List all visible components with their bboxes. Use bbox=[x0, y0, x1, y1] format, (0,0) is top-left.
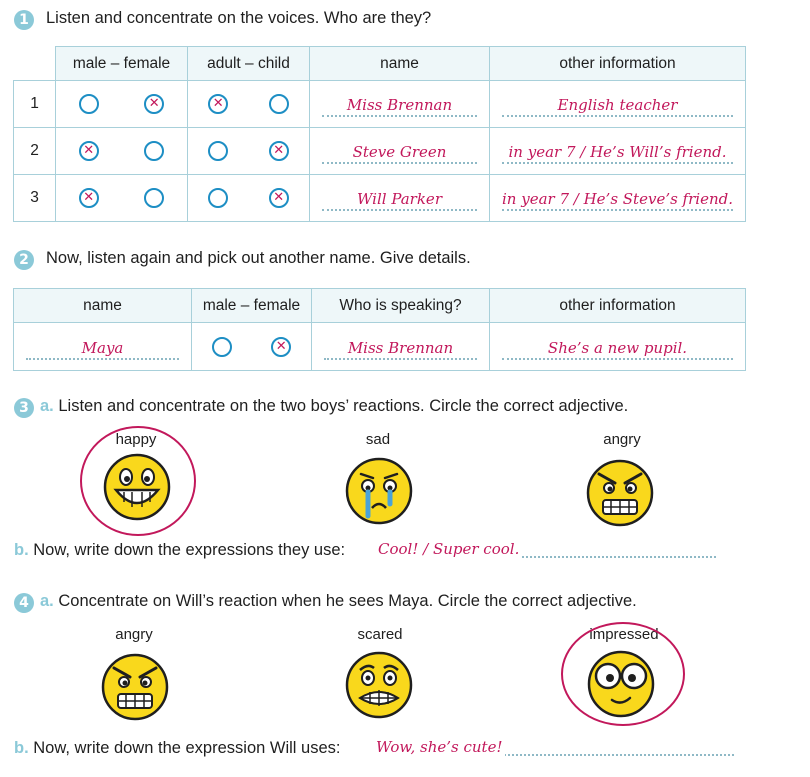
question-2-text: Now, listen again and pick out another name. Give details. bbox=[46, 249, 471, 267]
adult-radio[interactable] bbox=[208, 141, 228, 161]
question-1-table bbox=[13, 46, 746, 222]
face-label-impressed: impressed bbox=[589, 626, 659, 643]
q1-header-name: name bbox=[310, 47, 490, 81]
q4-answer-b: Wow, she’s cute! bbox=[376, 738, 503, 756]
q3-answer-b: Cool! / Super cool. bbox=[378, 540, 520, 558]
q2-speaker-answer: Miss Brennan bbox=[347, 339, 454, 357]
q1-row-1 bbox=[14, 81, 746, 128]
q2-header-info: other information bbox=[490, 289, 746, 323]
q1-name-answer: Miss Brennan bbox=[346, 96, 453, 114]
impressed-face-icon[interactable] bbox=[584, 648, 658, 718]
question-2-number: 2 bbox=[14, 250, 34, 270]
q1-row-2 bbox=[14, 128, 746, 175]
child-radio[interactable] bbox=[269, 94, 289, 114]
question-1-number: 1 bbox=[14, 10, 34, 30]
face-label-angry: angry bbox=[115, 626, 153, 643]
question-3-number: 3 bbox=[14, 398, 34, 418]
q2-name-answer: Maya bbox=[81, 339, 124, 357]
q3-sub-b: b. bbox=[14, 541, 29, 559]
question-1-text: Listen and concentrate on the voices. Who are they? bbox=[46, 9, 432, 27]
q4-sub-a: a. bbox=[40, 592, 54, 610]
face-label-angry: angry bbox=[603, 431, 641, 448]
q2-header-name: name bbox=[14, 289, 192, 323]
q1-info-answer: in year 7 / He’s Steve’s friend. bbox=[502, 190, 733, 208]
question-2-table bbox=[13, 288, 746, 371]
question-4-number: 4 bbox=[14, 593, 34, 613]
face-label-scared: scared bbox=[357, 626, 403, 643]
question-3a-text: Listen and concentrate on the two boys’ reactions. Circle the correct adjective. bbox=[58, 397, 629, 415]
adult-radio[interactable] bbox=[208, 94, 228, 114]
angry-face-icon[interactable] bbox=[585, 458, 655, 528]
q1-header-gender: male – female bbox=[56, 47, 188, 81]
q2-header-gender: male – female bbox=[192, 289, 312, 323]
q1-row-3 bbox=[14, 175, 746, 222]
female-radio[interactable] bbox=[144, 94, 164, 114]
q1-name-answer: Will Parker bbox=[357, 190, 442, 208]
q1-info-answer: English teacher bbox=[557, 96, 678, 114]
female-radio[interactable] bbox=[271, 337, 291, 357]
q2-header-speaker: Who is speaking? bbox=[312, 289, 490, 323]
question-4b-text: Now, write down the expression Will uses: bbox=[33, 739, 341, 757]
q1-row-number: 3 bbox=[14, 175, 56, 222]
male-radio[interactable] bbox=[79, 188, 99, 208]
question-4a-text: Concentrate on Will’s reaction when he sees Maya. Circle the correct adjective. bbox=[58, 592, 637, 610]
q1-header-age: adult – child bbox=[188, 47, 310, 81]
q2-info-answer: She’s a new pupil. bbox=[547, 339, 688, 357]
male-radio[interactable] bbox=[79, 94, 99, 114]
child-radio[interactable] bbox=[269, 141, 289, 161]
q1-name-answer: Steve Green bbox=[352, 143, 447, 161]
question-3b-text: Now, write down the expressions they use: bbox=[33, 541, 346, 559]
sad-face-icon[interactable] bbox=[344, 456, 414, 526]
angry-face-icon[interactable] bbox=[100, 652, 170, 722]
happy-face-icon[interactable] bbox=[102, 452, 172, 522]
q2-row bbox=[14, 323, 746, 371]
adult-radio[interactable] bbox=[208, 188, 228, 208]
female-radio[interactable] bbox=[144, 141, 164, 161]
female-radio[interactable] bbox=[144, 188, 164, 208]
q4-sub-b: b. bbox=[14, 739, 29, 757]
q1-info-answer: in year 7 / He’s Will’s friend. bbox=[508, 143, 727, 161]
face-label-sad: sad bbox=[365, 431, 391, 448]
male-radio[interactable] bbox=[212, 337, 232, 357]
child-radio[interactable] bbox=[269, 188, 289, 208]
q1-row-number: 1 bbox=[14, 81, 56, 128]
q1-row-number: 2 bbox=[14, 128, 56, 175]
q3-sub-a: a. bbox=[40, 397, 54, 415]
q1-header-info: other information bbox=[490, 47, 746, 81]
scared-face-icon[interactable] bbox=[344, 650, 414, 720]
face-label-happy: happy bbox=[115, 431, 157, 448]
male-radio[interactable] bbox=[79, 141, 99, 161]
